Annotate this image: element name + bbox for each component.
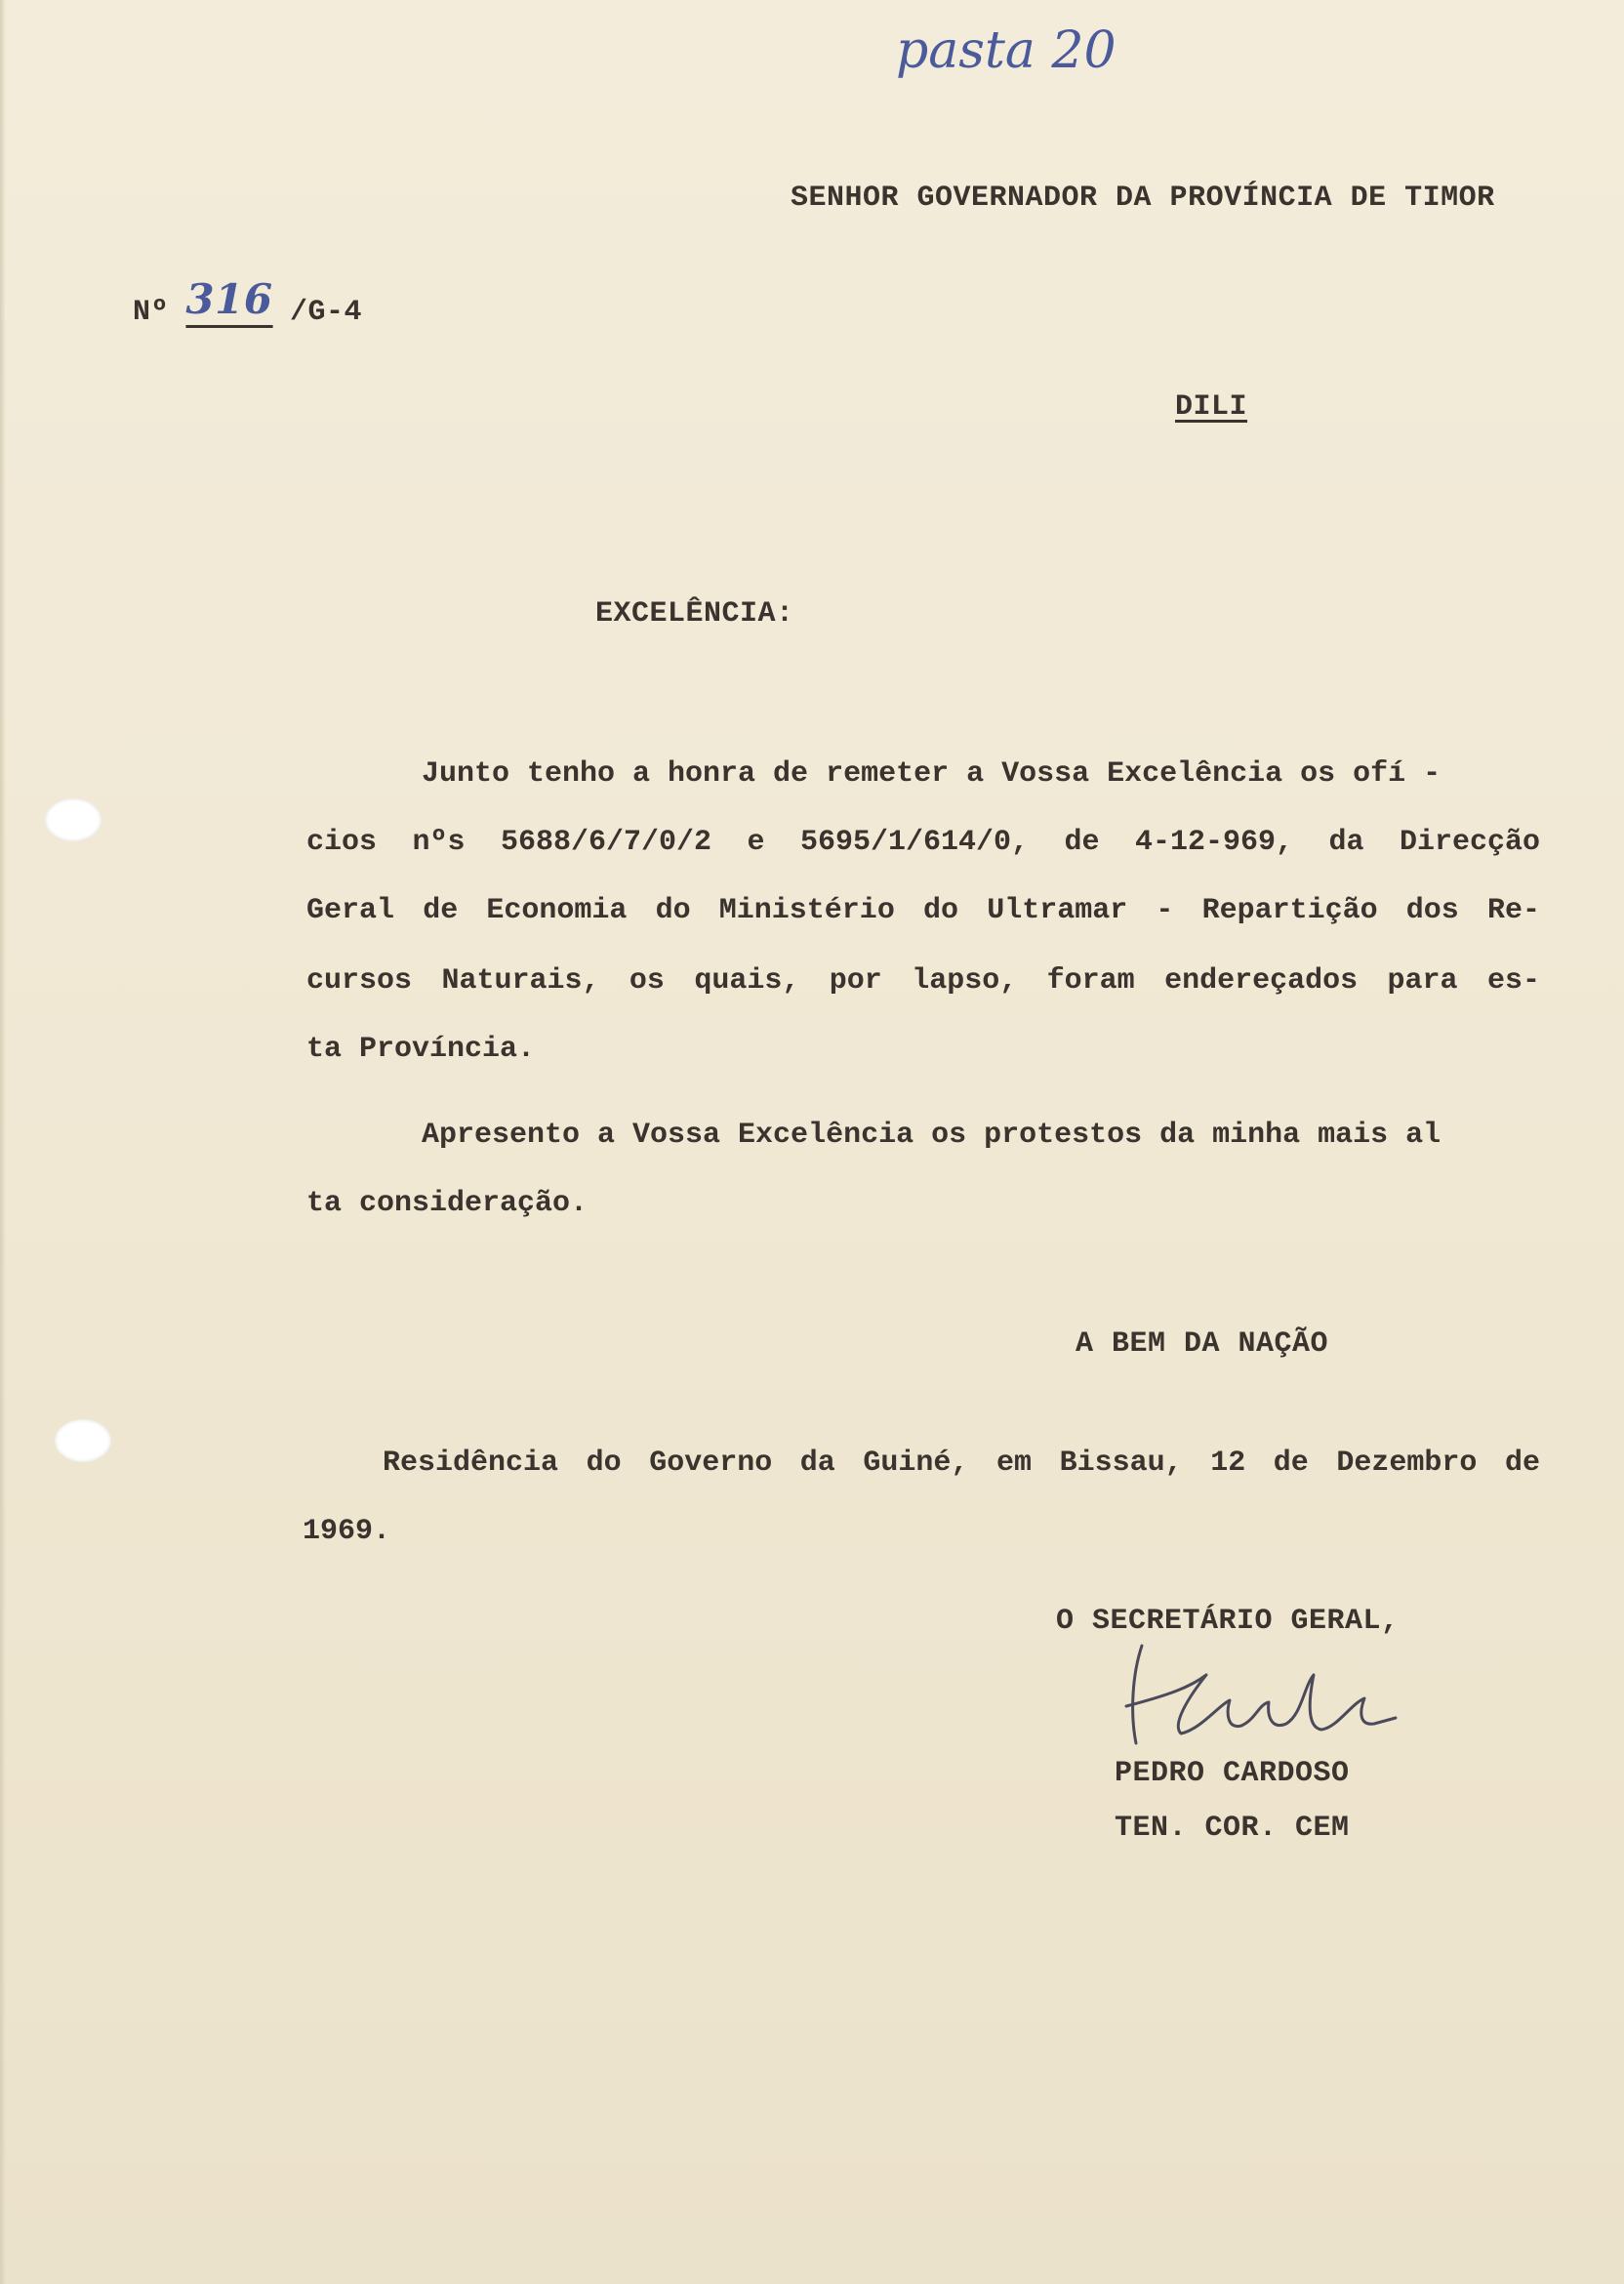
paragraph1-line: Geral de Economia do Ministério do Ultramar - Repartição dos Re- [306, 894, 1540, 927]
place-date-line: Residência do Governo da Guiné, em Bissau, 12 de Dezembro de [383, 1447, 1540, 1480]
reference-suffix: /G-4 [290, 296, 363, 329]
addressee-line: SENHOR GOVERNADOR DA PROVÍNCIA DE TIMOR [791, 182, 1495, 215]
paragraph1-line: cursos Naturais, os quais, por lapso, foram endereçados para es- [306, 964, 1540, 998]
destination-city: DILI [1175, 390, 1248, 424]
place-date-line: 1969. [303, 1515, 391, 1548]
paragraph2-line: ta consideração. [306, 1187, 589, 1220]
salutation: EXCELÊNCIA: [595, 597, 794, 631]
paragraph1-line: Junto tenho a honra de remeter a Vossa Excelência os ofí - [422, 757, 1441, 791]
signatory-rank: TEN. COR. CEM [1115, 1812, 1350, 1845]
signatory-title: O SECRETÁRIO GERAL, [1056, 1605, 1400, 1638]
reference-handwritten-number: 316 [185, 275, 273, 323]
paragraph2-line: Apresento a Vossa Excelência os protestos da minha mais al [422, 1119, 1441, 1152]
punch-hole-top [45, 798, 102, 841]
reference-number [133, 275, 363, 329]
signatory-name: PEDRO CARDOSO [1115, 1757, 1350, 1790]
signature-image [1113, 1636, 1405, 1753]
handwritten-reference: pasta 20 [896, 21, 1116, 80]
closing-motto: A BEM DA NAÇÃO [1076, 1327, 1329, 1361]
reference-prefix: Nº [133, 296, 170, 329]
paragraph1-line: ta Província. [306, 1033, 536, 1066]
punch-hole-bottom [55, 1419, 111, 1462]
paragraph1-line: cios nºs 5688/6/7/0/2 e 5695/1/614/0, de 4-12-969, da Direcção [306, 826, 1540, 859]
page-edge [0, 0, 6, 2284]
